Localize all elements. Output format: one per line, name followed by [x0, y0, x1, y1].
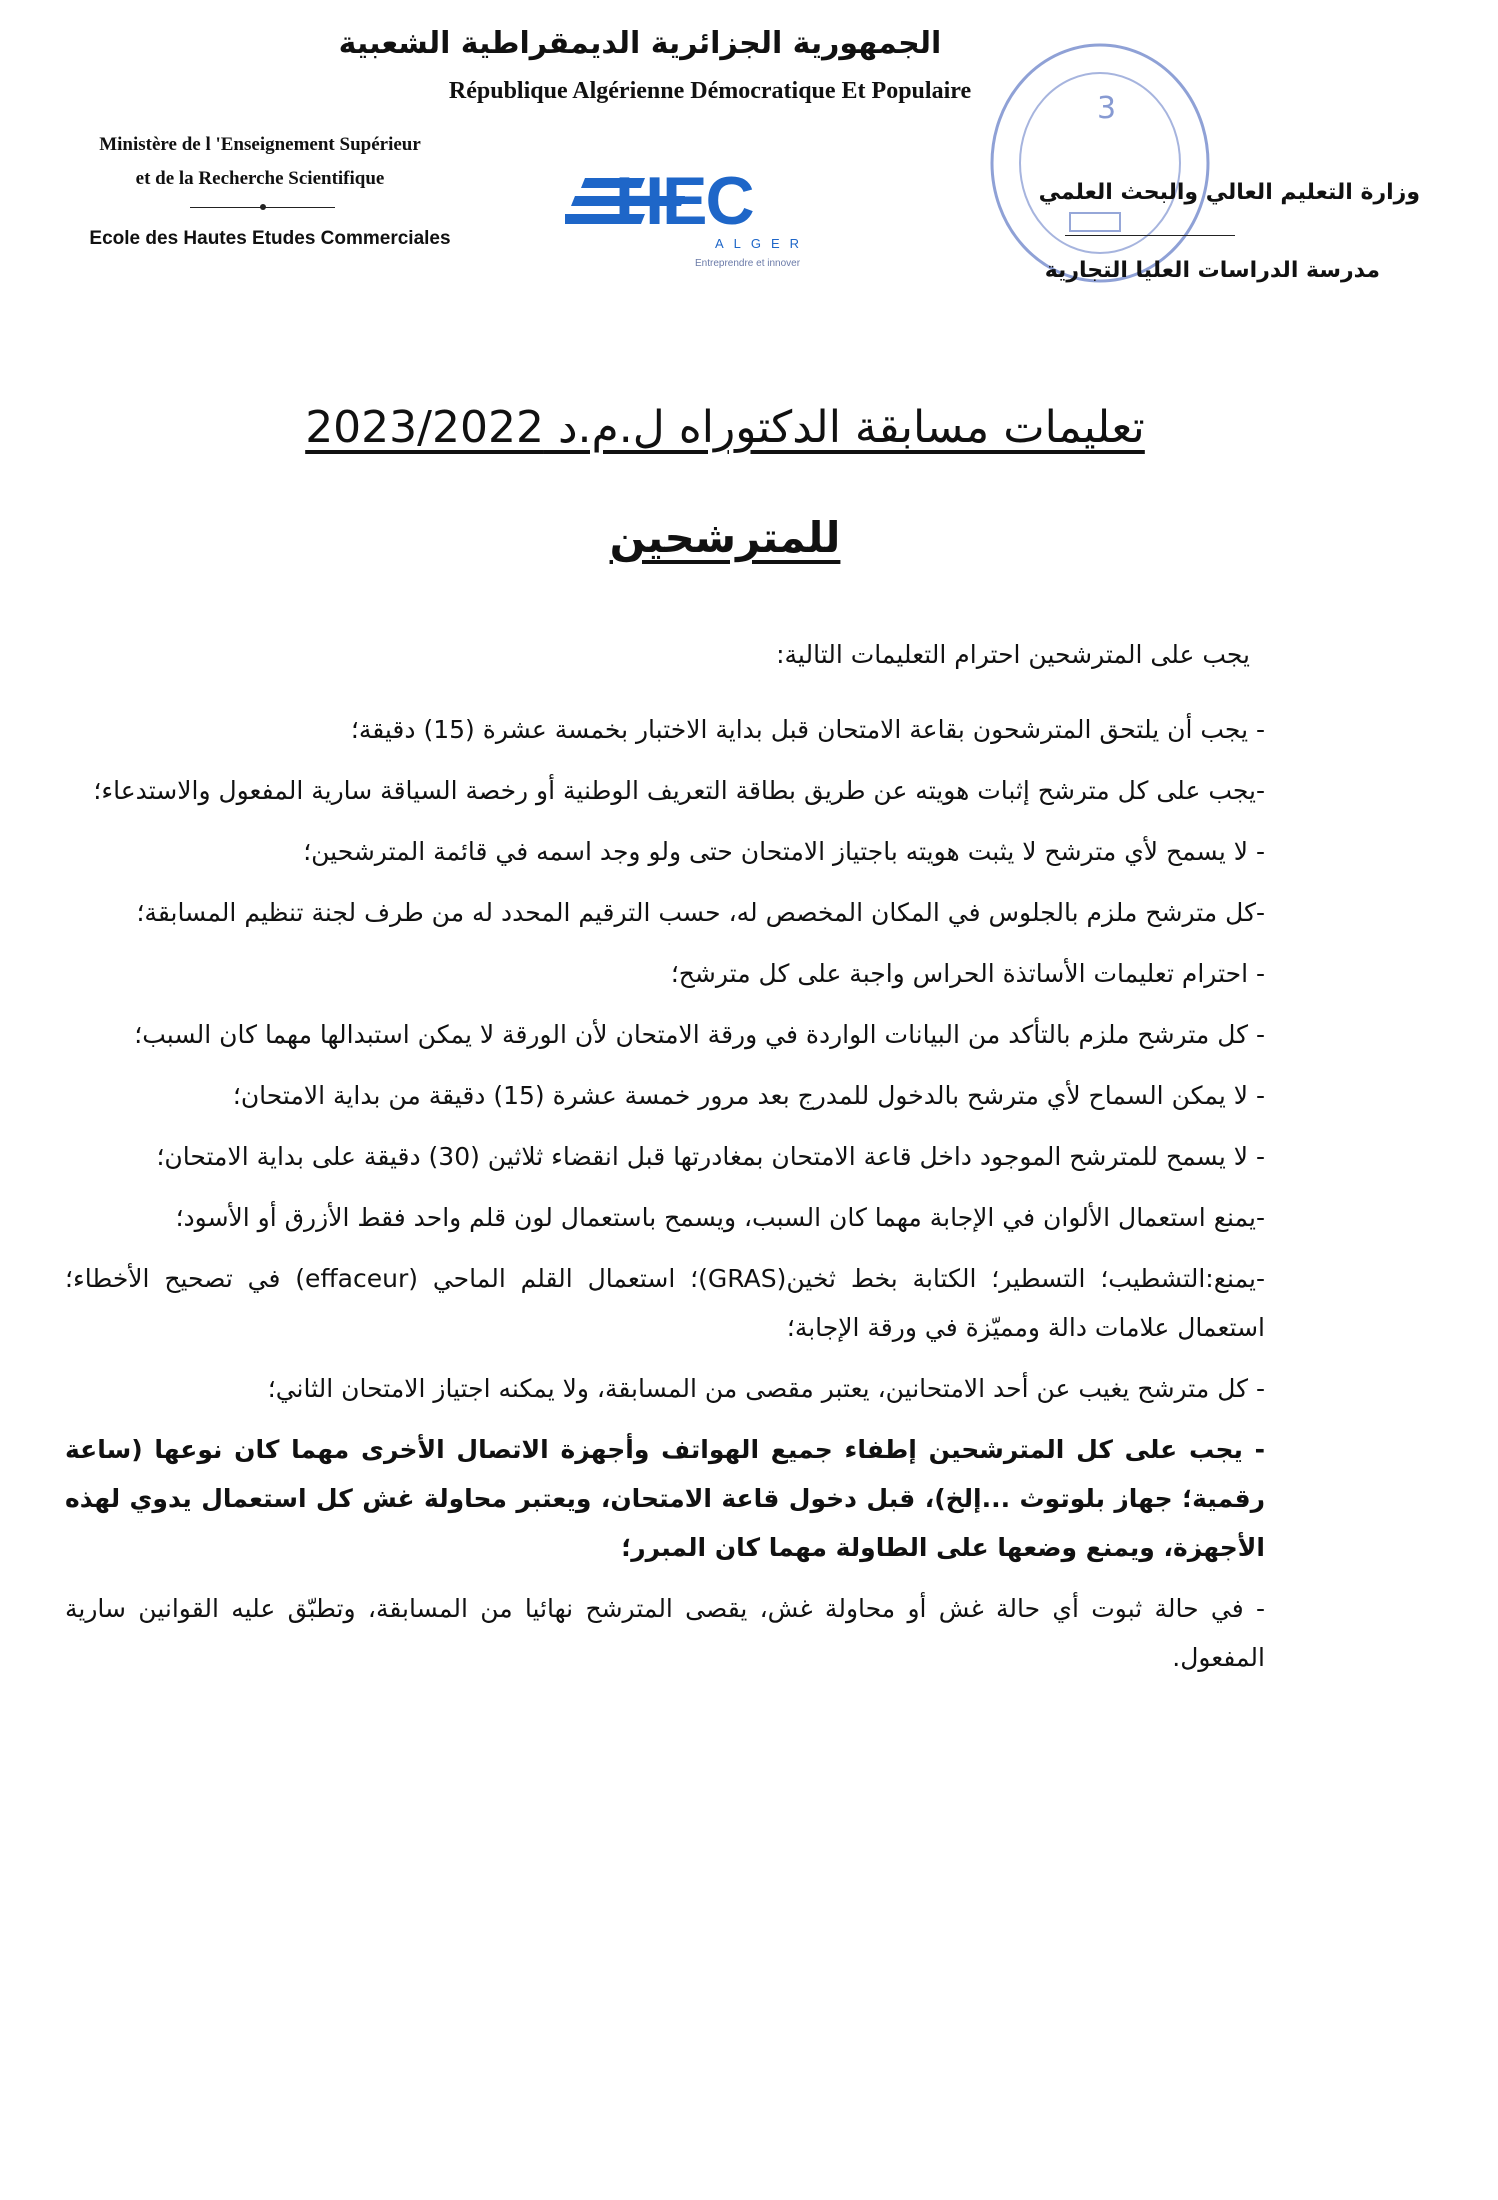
logo-text: HEC: [615, 163, 753, 239]
ministry-line2-fr: et de la Recherche Scientifique: [135, 168, 385, 189]
document-subtitle: للمترشحين: [609, 513, 841, 562]
school-name-fr: Ecole des Hautes Etudes Commerciales: [89, 228, 451, 249]
ministry-name-ar: وزارة التعليم العالي والبحث العلمي: [1038, 180, 1420, 205]
rule-item-devices: - يجب على كل المترشحين إطفاء جميع الهواتف وأجهزة الاتصال الأخرى مهما كان نوعها (ساعة رقمية؛ جهاز بلوتوث ...إلخ)، قبل دخول قاعة الامتحان، ويعتبر محاولة غش كل استعمال يدوي لهذه الأجهزة، ويمنع وضعها على الطاولة مهما كان المبرر؛: [65, 1435, 1265, 1562]
rule-item: - كل مترشح ملزم بالتأكد من البيانات الواردة في ورقة الامتحان لأن الورقة لا يمكن استبدالها مهما كان السبب؛: [134, 1020, 1265, 1049]
rules-list: [65, 705, 1265, 1694]
ministry-separator-dot: [260, 204, 266, 210]
logo-tagline: Entreprendre et innover: [695, 258, 801, 269]
instructions-intro: يجب على المترشحين احترام التعليمات التالية:: [776, 640, 1250, 669]
rule-item: - لا يمكن السماح لأي مترشح بالدخول للمدرج بعد مرور خمسة عشرة (15) دقيقة من بداية الامتحان؛: [232, 1081, 1265, 1110]
school-name-ar: مدرسة الدراسات العليا التجارية: [1044, 258, 1380, 283]
svg-text:3: 3: [1097, 91, 1117, 126]
rule-item: - في حالة ثبوت أي حالة غش أو محاولة غش، يقصى المترشح نهائيا من المسابقة، وتطبّق عليه القوانين سارية المفعول.: [65, 1594, 1265, 1672]
ministry-line1-fr: Ministère de l 'Enseignement Supérieur: [99, 134, 421, 155]
rule-item: -كل مترشح ملزم بالجلوس في المكان المخصص له، حسب الترقيم المحدد له من طرف لجنة تنظيم المسابقة؛: [136, 898, 1265, 927]
rule-item: -يمنع:التشطيب؛ التسطير؛ الكتابة بخط ثخين(GRAS)؛ استعمال القلم الماحي (effaceur) في تصحيح الأخطاء؛ استعمال علامات دالة ومميّزة في ورقة الإجابة؛: [65, 1264, 1266, 1342]
ministry-block-fr: [20, 128, 500, 196]
hec-logo: [565, 158, 875, 278]
official-stamp: [985, 38, 1215, 288]
logo-sub: ALGER: [715, 236, 810, 251]
republic-title-fr: République Algérienne Démocratique Et Populaire: [448, 78, 972, 104]
rule-item: -يجب على كل مترشح إثبات هويته عن طريق بطاقة التعريف الوطنية أو رخصة السياقة سارية المفعول والاستدعاء؛: [93, 776, 1265, 805]
document-title: تعليمات مسابقة الدكتوراه ل.م.د 2023/2022: [305, 402, 1145, 453]
republic-title-ar: الجمهورية الجزائرية الديمقراطية الشعبية: [338, 26, 942, 61]
rule-item: - كل مترشح يغيب عن أحد الامتحانين، يعتبر مقصى من المسابقة، ولا يمكنه اجتياز الامتحان الثاني؛: [267, 1374, 1265, 1403]
ministry-separator-ar: [1065, 235, 1235, 236]
rule-item: - لا يسمح للمترشح الموجود داخل قاعة الامتحان بمغادرتها قبل انقضاء ثلاثين (30) دقيقة على بداية الامتحان؛: [156, 1142, 1265, 1171]
rule-item: - يجب أن يلتحق المترشحون بقاعة الامتحان قبل بداية الاختبار بخمسة عشرة (15) دقيقة؛: [350, 715, 1265, 744]
rule-item: -يمنع استعمال الألوان في الإجابة مهما كان السبب، ويسمح باستعمال لون قلم واحد فقط الأزرق أو الأسود؛: [175, 1203, 1265, 1232]
rule-item: - لا يسمح لأي مترشح لا يثبت هويته باجتياز الامتحان حتى ولو وجد اسمه في قائمة المترشحين؛: [303, 837, 1265, 866]
rule-item: - احترام تعليمات الأساتذة الحراس واجبة على كل مترشح؛: [670, 959, 1265, 988]
